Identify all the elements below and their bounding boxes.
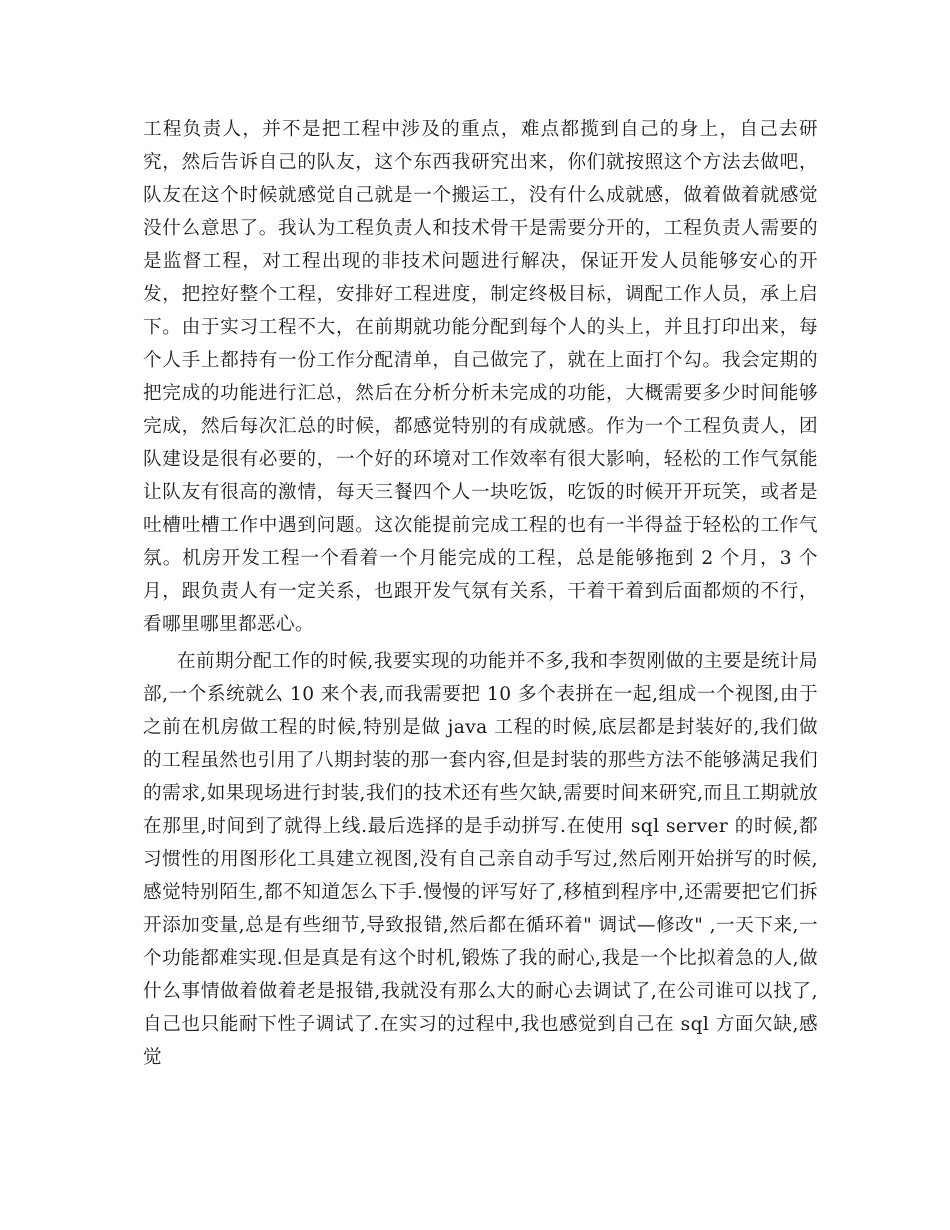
- document-page: [143, 113, 818, 1074]
- body-paragraph-1: 工程负责人，并不是把工程中涉及的重点，难点都揽到自己的身上，自己去研究，然后告诉自己的队友，这个东西我研究出来，你们就按照这个方法去做吧，队友在这个时候就感觉自己就是一个搬运工，没有什么成就感，做着做着就感觉没什么意思了。我认为工程负责人和技术骨干是需要分开的，工程负责人需要的是监督工程，对工程出现的非技术问题进行解决，保证开发人员能够安心的开发，把控好整个工程，安排好工程进度，制定终极目标，调配工作人员，承上启下。由于实习工程不大，在前期就功能分配到每个人的头上，并且打印出来，每个人手上都持有一份工作分配清单，自己做完了，就在上面打个勾。我会定期的把完成的功能进行汇总，然后在分析分析未完成的功能，大概需要多少时间能够完成，然后每次汇总的时候，都感觉特别的有成就感。作为一个工程负责人，团队建设是很有必要的，一个好的环境对工作效率有很大影响，轻松的工作气氛能让队友有很高的激情，每天三餐四个人一块吃饭，吃饭的时候开开玩笑，或者是吐槽吐槽工作中遇到问题。这次能提前完成工程的也有一半得益于轻松的工作气氛。机房开发工程一个看着一个月能完成的工程，总是能够拖到 2 个月，3 个月，跟负责人有一定关系，也跟开发气氛有关系，干着干着到后面都烦的不行，看哪里哪里都恶心。: [143, 119, 818, 635]
- body-paragraph-2: 在前期分配工作的时候,我要实现的功能并不多,我和李贺刚做的主要是统计局部,一个系统就么 10 来个表,而我需要把 10 多个表拼在一起,组成一个视图,由于之前在机房做工程的时候,特别是做 java 工程的时候,底层都是封装好的,我们做的工程虽然也引用了八期封装的那一套内容,但是封装的那些方法不能够满足我们的需求,如果现场进行封装,我们的技术还有些欠缺,需要时间来研究,而且工期就放在那里,时间到了就得上线.最后选择的是手动拼写.在使用 sql server 的时候,都习惯性的用图形化工具建立视图,没有自己亲自动手写过,然后刚开始拼写的时候,感觉特别陌生,都不知道怎么下手.慢慢的评写好了,移植到程序中,还需要把它们拆开添加变量,总是有些细节,导致报错,然后都在循环着" 调试—修改" ,一天下来,一个功能都难实现.但是真是有这个时机,锻炼了我的耐心,我是一个比拟着急的人,做什么事情做着做着老是报错,我就没有那么大的耐心去调试了,在公司谁可以找了,自己也只能耐下性子调试了.在实习的过程中,我也感觉到自己在 sql 方面欠缺,感觉: [143, 651, 818, 1068]
